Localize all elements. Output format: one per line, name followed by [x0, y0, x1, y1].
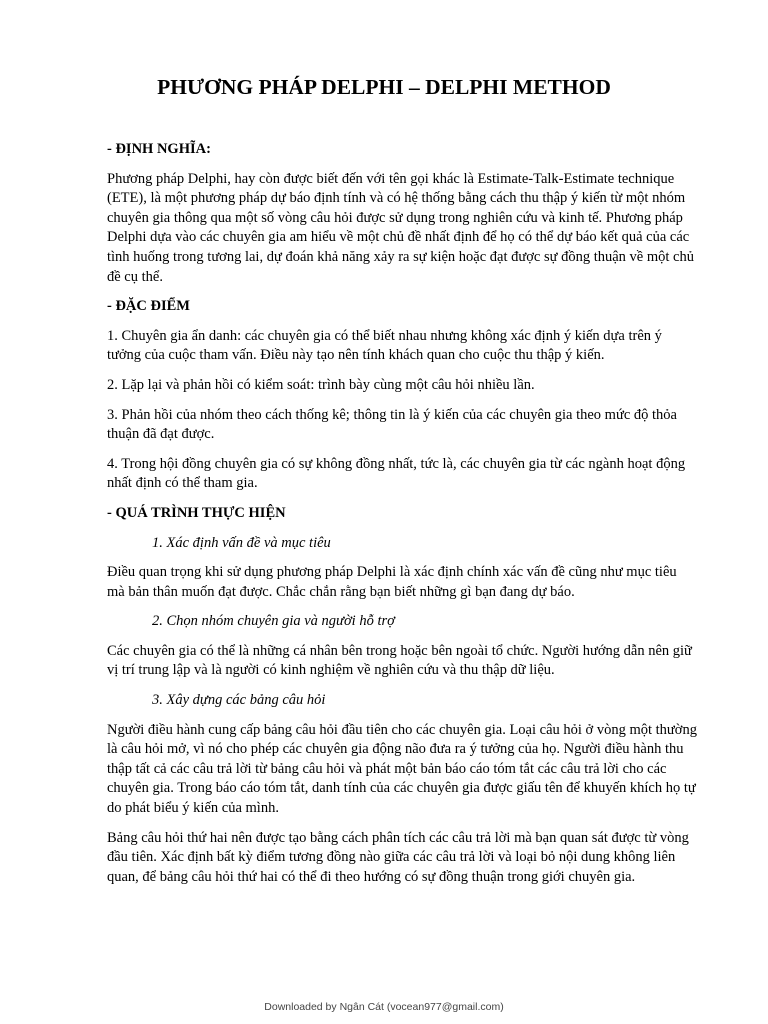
feature-item: 2. Lặp lại và phản hồi có kiểm soát: trình bày cùng một câu hỏi nhiều lần. [107, 376, 535, 393]
feature-item: 4. Trong hội đồng chuyên gia có sự không đồng nhất, tức là, các chuyên gia từ các ngành hoạt động nhất định có thể tham gia. [107, 455, 686, 492]
step-paragraph: Điều quan trọng khi sử dụng phương pháp Delphi là xác định chính xác vấn đề cũng như mục tiêu mà bản thân muốn đạt được. Chắc chắn rằng bạn biết những gì bạn đang dự báo. [107, 564, 677, 600]
feature-item: 3. Phản hồi của nhóm theo cách thống kê; thông tin là ý kiến của các chuyên gia theo mức độ thỏa thuận đã đạt được. [107, 406, 677, 443]
step-title: 3. Xây dựng các bảng câu hỏi [152, 692, 326, 709]
process-heading: - QUÁ TRÌNH THỰC HIỆN [107, 504, 286, 521]
download-footer: Downloaded by Ngân Cát (vocean977@gmail.com) [264, 1001, 504, 1013]
step-paragraph: Người điều hành cung cấp bảng câu hỏi đầu tiên cho các chuyên gia. Loại câu hỏi ở vòng một thường là câu hỏi mở, vì nó cho phép các chuyên gia động não đưa ra ý tưởng của họ. Người điều hành thu thập tất cả các câu trả lời từ bảng câu hỏi và phát một bản báo cáo tóm tắt các câu trả lời cho các chuyên gia. Trong báo cáo tóm tắt, danh tính của các chuyên gia được giấu tên để khuyến khích họ tự do phát biểu ý kiến của mình. [107, 721, 697, 817]
step-title: 2. Chọn nhóm chuyên gia và người hỗ trợ [152, 613, 395, 630]
step-paragraph: Các chuyên gia có thể là những cá nhân bên trong hoặc bên ngoài tổ chức. Người hướng dẫn nên giữ vị trí trung lập và là người có kinh nghiệm về nghiên cứu và thu thập dữ liệu. [107, 642, 692, 679]
features-heading: - ĐẶC ĐIỂM [107, 298, 190, 315]
definition-heading: - ĐỊNH NGHĨA: [107, 141, 211, 157]
step-title: 1. Xác định vấn đề và mục tiêu [152, 534, 331, 551]
document-title: PHƯƠNG PHÁP DELPHI – DELPHI METHOD [157, 75, 611, 99]
step-paragraph: Bảng câu hỏi thứ hai nên được tạo bằng cách phân tích các câu trả lời mà bạn quan sát được từ vòng đầu tiên. Xác định bất kỳ điểm tương đồng nào giữa các câu trả lời và loại bỏ nội dung không liên quan, để bảng câu hỏi thứ hai có thể đi theo hướng có sự đồng thuận trong giới chuyên gia. [107, 829, 689, 885]
document-body [107, 140, 697, 897]
feature-item: 1. Chuyên gia ẩn danh: các chuyên gia có thể biết nhau nhưng không xác định ý kiến dựa trên ý tưởng của cuộc tham vấn. Điều này tạo nên tính khách quan cho cuộc thu thập ý kiến. [107, 327, 662, 364]
definition-paragraph: Phương pháp Delphi, hay còn được biết đến với tên gọi khác là Estimate-Talk-Estimate technique (ETE), là một phương pháp dự báo định tính và có hệ thống bằng cách thu thập ý kiến từ một nhóm chuyên gia thông qua một số vòng câu hỏi được sử dụng trong nghiên cứu và kinh tế. Phương pháp Delphi dựa vào các chuyên gia am hiểu về một chủ đề nhất định để họ có thể dự báo kết quả của các tình huống trong tương lai, dự đoán khả năng xảy ra sự kiện hoặc đạt được sự đồng thuận về một chủ đề cụ thể. [107, 170, 694, 285]
